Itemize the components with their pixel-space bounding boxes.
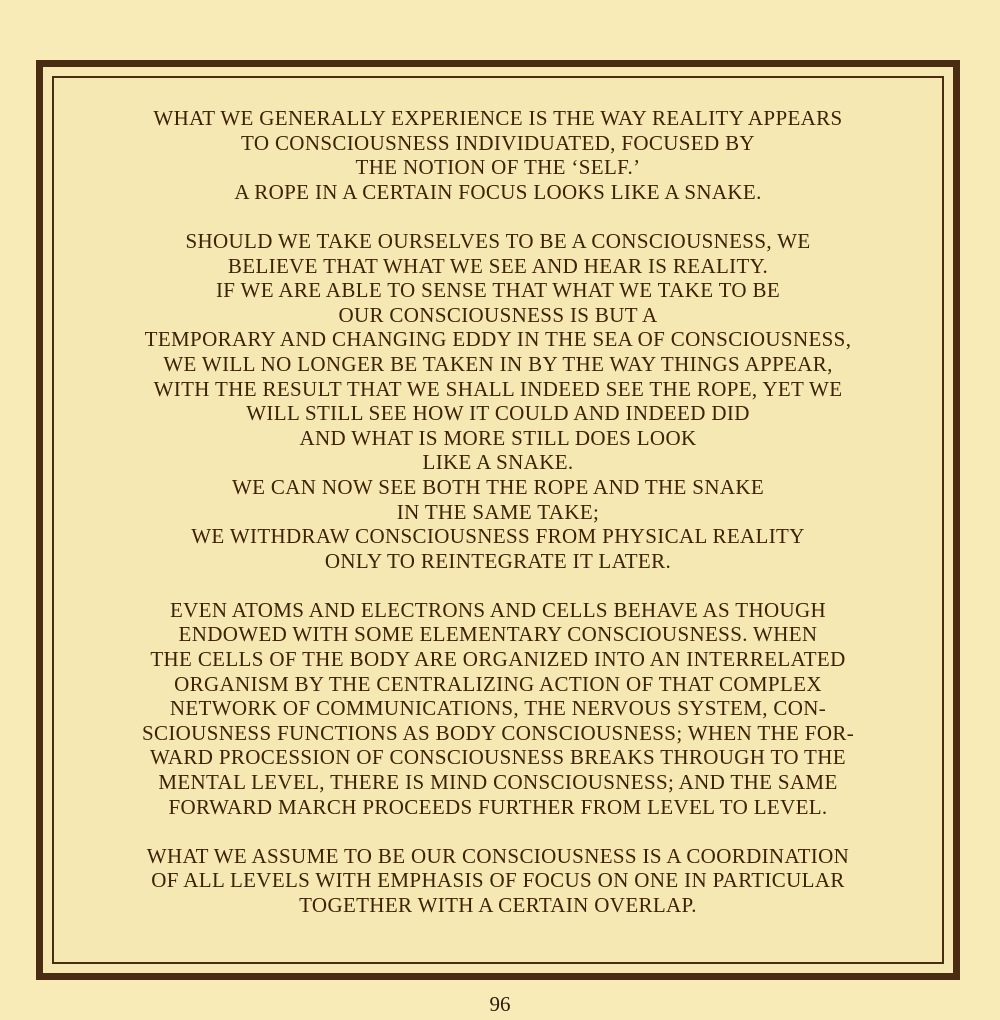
text-line: OF ALL LEVELS WITH EMPHASIS OF FOCUS ON ONE IN PARTICULAR — [151, 868, 845, 893]
text-line: ONLY TO REINTEGRATE IT LATER. — [324, 548, 672, 573]
paragraph-3 — [66, 598, 930, 819]
paragraph-1 — [66, 106, 930, 204]
text-line: WITH THE RESULT THAT WE SHALL INDEED SEE THE ROPE, YET WE — [153, 376, 843, 401]
text-line: LIKE A SNAKE. — [422, 450, 574, 475]
text-line: WARD PROCESSION OF CONSCIOUSNESS BREAKS THROUGH TO THE — [150, 745, 846, 770]
text-line: WILL STILL SEE HOW IT COULD AND INDEED DID — [246, 401, 750, 426]
text-line: OUR CONSCIOUSNESS IS BUT A — [338, 302, 658, 327]
page-text — [66, 106, 930, 942]
text-line: A ROPE IN A CERTAIN FOCUS LOOKS LIKE A SNAKE. — [234, 179, 762, 204]
text-line: BELIEVE THAT WHAT WE SEE AND HEAR IS REALITY. — [227, 253, 769, 278]
text-line: TOGETHER WITH A CERTAIN OVERLAP. — [299, 893, 697, 917]
text-line: TO CONSCIOUSNESS INDIVIDUATED, FOCUSED BY — [241, 130, 755, 155]
text-line: IN THE SAME TAKE; — [396, 499, 600, 524]
paragraph-2 — [66, 229, 930, 573]
text-line: WHAT WE GENERALLY EXPERIENCE IS THE WAY REALITY APPEARS — [153, 106, 843, 130]
text-line: WHAT WE ASSUME TO BE OUR CONSCIOUSNESS IS A COORDINATION — [146, 843, 850, 868]
text-line: THE CELLS OF THE BODY ARE ORGANIZED INTO AN INTERRELATED — [150, 647, 846, 672]
text-line: WE WILL NO LONGER BE TAKEN IN BY THE WAY THINGS APPEAR, — [163, 351, 833, 376]
text-line: IF WE ARE ABLE TO SENSE THAT WHAT WE TAKE TO BE — [215, 278, 781, 303]
text-line: EVEN ATOMS AND ELECTRONS AND CELLS BEHAVE AS THOUGH — [169, 597, 827, 622]
text-line: SCIOUSNESS FUNCTIONS AS BODY CONSCIOUSNESS; WHEN THE FOR- — [141, 720, 855, 745]
text-line: FORWARD MARCH PROCEEDS FURTHER FROM LEVEL TO LEVEL. — [168, 794, 828, 819]
text-line: THE NOTION OF THE ‘SELF.’ — [355, 155, 641, 180]
text-line: WE WITHDRAW CONSCIOUSNESS FROM PHYSICAL REALITY — [191, 524, 805, 549]
paragraph-4 — [66, 844, 930, 918]
text-line: ORGANISM BY THE CENTRALIZING ACTION OF THAT COMPLEX — [174, 671, 822, 696]
text-line: TEMPORARY AND CHANGING EDDY IN THE SEA OF CONSCIOUSNESS, — [144, 327, 852, 352]
text-line: SHOULD WE TAKE OURSELVES TO BE A CONSCIOUSNESS, WE — [185, 228, 811, 253]
text-line: ENDOWED WITH SOME ELEMENTARY CONSCIOUSNESS. WHEN — [178, 622, 818, 647]
text-line: MENTAL LEVEL, THERE IS MIND CONSCIOUSNESS; AND THE SAME — [158, 770, 838, 795]
text-line: AND WHAT IS MORE STILL DOES LOOK — [299, 425, 697, 450]
page-number: 96 — [489, 992, 511, 1016]
text-line: NETWORK OF COMMUNICATIONS, THE NERVOUS SYSTEM, CON- — [169, 696, 827, 721]
text-line: WE CAN NOW SEE BOTH THE ROPE AND THE SNAKE — [231, 474, 765, 499]
